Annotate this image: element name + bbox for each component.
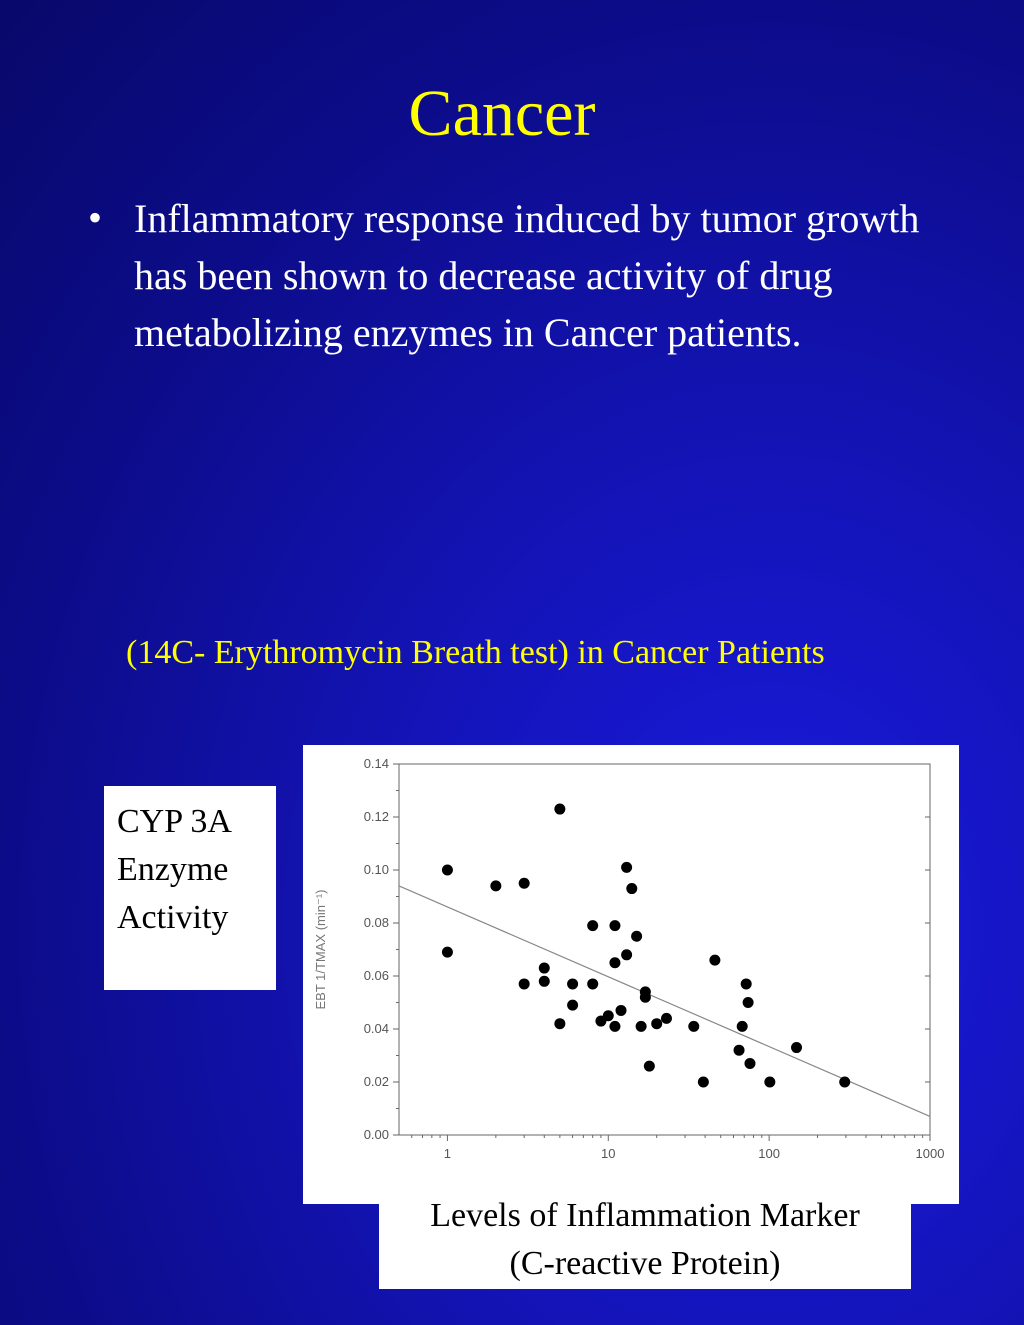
- data-point: [442, 947, 453, 958]
- slide-title: Cancer: [408, 77, 596, 150]
- scatter-plot-svg: [303, 745, 959, 1204]
- data-point: [603, 1010, 614, 1021]
- data-point: [734, 1045, 745, 1056]
- data-point: [554, 804, 565, 815]
- data-point: [839, 1077, 850, 1088]
- x-description-line-1: Levels of Inflammation Marker: [430, 1197, 860, 1234]
- data-point: [661, 1013, 672, 1024]
- y-tick-label: 0.08: [363, 915, 389, 930]
- x-tick-label: 1000: [915, 1146, 945, 1161]
- data-point: [737, 1021, 748, 1032]
- data-point: [626, 883, 637, 894]
- x-tick-label: 100: [758, 1146, 780, 1161]
- y-description-line-3: Activity: [117, 899, 229, 936]
- data-point: [791, 1042, 802, 1053]
- data-point: [554, 1018, 565, 1029]
- x-description-line-2: (C-reactive Protein): [509, 1245, 781, 1282]
- data-point: [621, 949, 632, 960]
- y-description-line-2: Enzyme: [117, 851, 229, 888]
- bullet-icon: •: [88, 195, 103, 240]
- y-tick-label: 0.06: [363, 968, 389, 983]
- x-axis-description-box: [379, 1189, 911, 1289]
- data-point: [709, 955, 720, 966]
- data-point: [744, 1058, 755, 1069]
- data-point: [442, 865, 453, 876]
- data-point: [764, 1077, 775, 1088]
- scatter-chart: [303, 745, 959, 1204]
- data-point: [587, 978, 598, 989]
- y-tick-label: 0.12: [363, 809, 389, 824]
- data-point: [539, 963, 550, 974]
- y-axis-title: EBT 1/TMAX (min⁻¹): [313, 889, 328, 1010]
- y-description-line-1: CYP 3A: [117, 803, 232, 840]
- plot-frame: [399, 764, 930, 1135]
- data-point: [519, 978, 530, 989]
- y-tick-label: 0.04: [363, 1021, 389, 1036]
- data-point: [698, 1077, 709, 1088]
- x-tick-label: 10: [601, 1146, 616, 1161]
- data-point: [688, 1021, 699, 1032]
- x-tick-label: 1: [443, 1146, 452, 1161]
- data-point: [743, 997, 754, 1008]
- y-tick-label: 0.00: [363, 1127, 389, 1142]
- y-tick-label: 0.10: [363, 862, 389, 877]
- data-point: [519, 878, 530, 889]
- data-point: [490, 880, 501, 891]
- y-tick-label: 0.14: [363, 756, 389, 771]
- data-point: [631, 931, 642, 942]
- y-axis-description-box: [104, 786, 276, 990]
- y-tick-label: 0.02: [363, 1074, 389, 1089]
- data-point: [587, 920, 598, 931]
- data-point: [741, 978, 752, 989]
- chart-caption: (14C- Erythromycin Breath test) in Cancer Patients: [126, 634, 825, 671]
- data-point: [621, 862, 632, 873]
- data-point: [539, 976, 550, 987]
- data-point: [567, 978, 578, 989]
- data-point: [636, 1021, 647, 1032]
- data-point: [609, 957, 620, 968]
- data-point: [640, 992, 651, 1003]
- data-point: [609, 1021, 620, 1032]
- data-point: [616, 1005, 627, 1016]
- data-point: [567, 1000, 578, 1011]
- data-point: [651, 1018, 662, 1029]
- trend-line: [399, 886, 930, 1117]
- data-point: [644, 1061, 655, 1072]
- bullet-text: Inflammatory response induced by tumor growth has been shown to decrease activity of drug metabolizing enzymes in Cancer patients.: [134, 196, 920, 355]
- data-point: [609, 920, 620, 931]
